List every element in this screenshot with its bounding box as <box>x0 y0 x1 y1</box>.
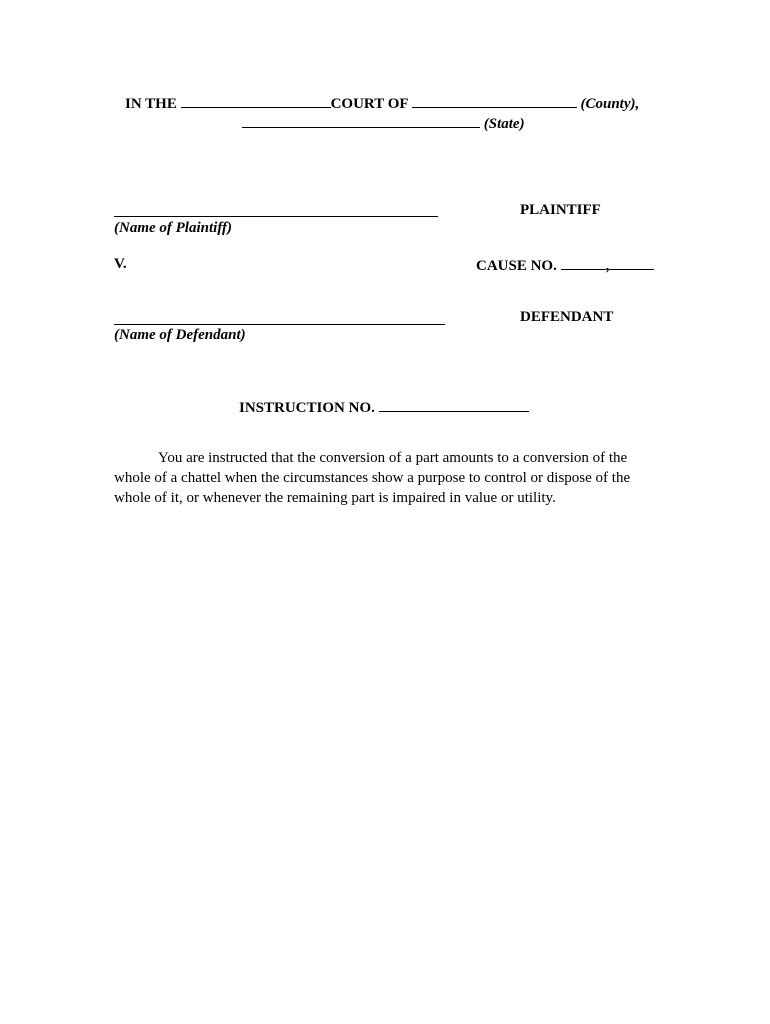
in-the-label: IN THE <box>125 96 177 112</box>
court-header <box>125 94 639 113</box>
court-name-blank[interactable] <box>181 94 331 108</box>
instruction-line: whole of a chattel when the circumstances show a purpose to control or dispose of the <box>114 470 631 486</box>
instruction-line: whole of it, or whenever the remaining part is impaired in value or utility. <box>114 490 556 506</box>
instruction-heading <box>239 398 529 417</box>
defendant-label: DEFENDANT <box>520 309 614 325</box>
state-blank[interactable] <box>242 114 480 128</box>
versus-label: V. <box>114 256 127 272</box>
plaintiff-name-label: (Name of Plaintiff) <box>114 220 233 236</box>
instruction-no-label: INSTRUCTION NO. <box>239 400 375 416</box>
instruction-no-blank[interactable] <box>379 398 529 412</box>
plaintiff-label: PLAINTIFF <box>520 202 601 218</box>
defendant-name-line[interactable] <box>114 324 445 325</box>
state-line <box>242 114 525 133</box>
instruction-line: You are instructed that the conversion of a part amounts to a conversion of the <box>158 450 628 466</box>
plaintiff-name-line[interactable] <box>114 216 438 217</box>
state-label: (State) <box>483 116 525 132</box>
instruction-text <box>114 448 644 508</box>
county-label: (County), <box>580 96 640 112</box>
court-of-label: COURT OF <box>330 96 408 112</box>
cause-no-blank-2[interactable] <box>609 256 654 270</box>
cause-no-separator: , <box>605 258 610 274</box>
cause-no-blank-1[interactable] <box>561 256 606 270</box>
defendant-name-label: (Name of Defendant) <box>114 327 246 343</box>
county-blank[interactable] <box>412 94 577 108</box>
cause-no-label: CAUSE NO. <box>476 258 557 274</box>
cause-number <box>476 256 654 275</box>
